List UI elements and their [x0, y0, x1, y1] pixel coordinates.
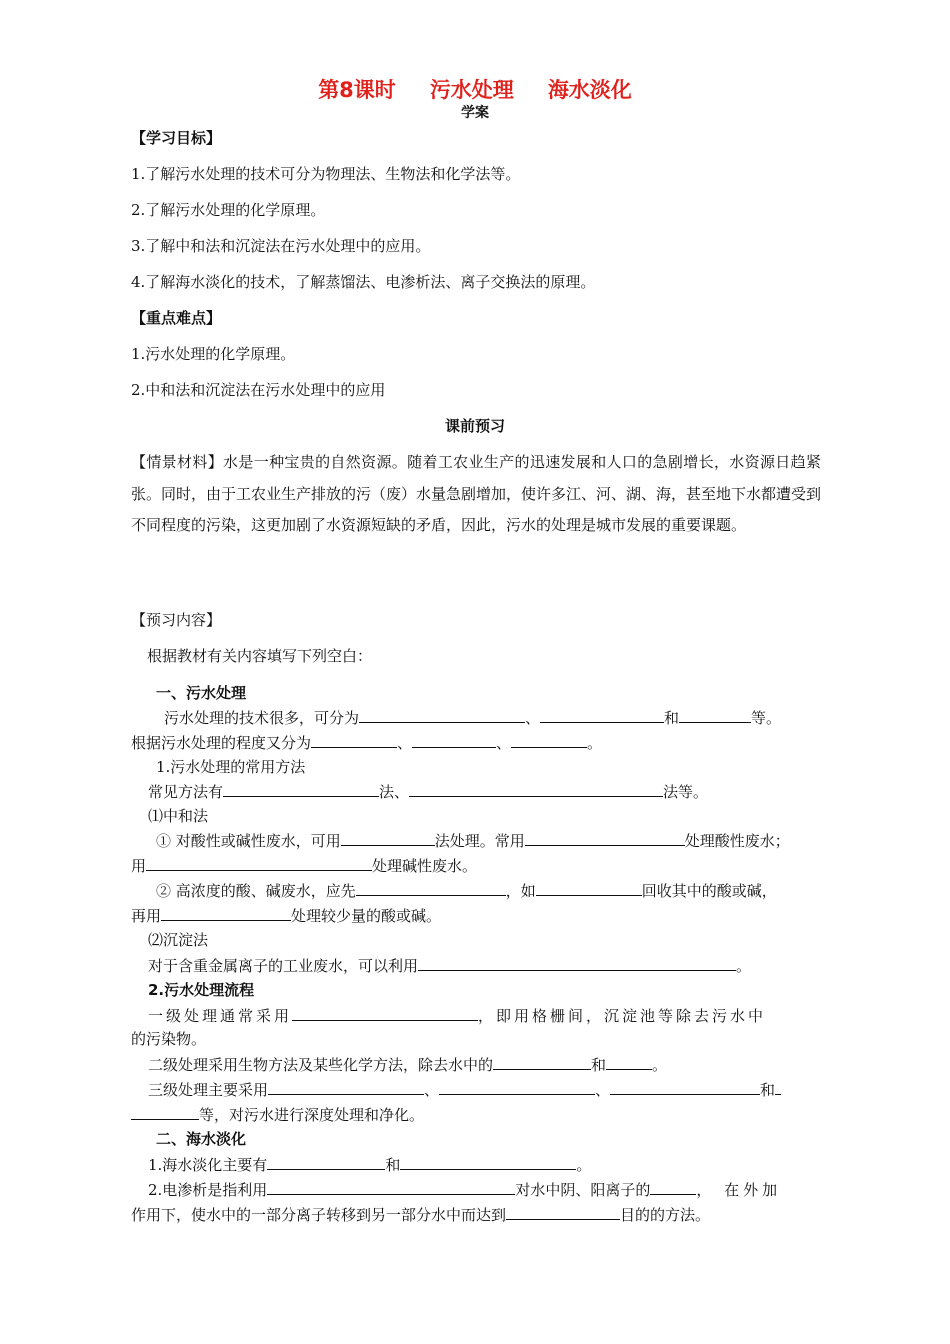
- blank-field[interactable]: [311, 732, 397, 748]
- objective-item: 4.了解海水淡化的技术，了解蒸馏法、电渗析法、离子交换法的原理。: [131, 273, 596, 291]
- blank-field[interactable]: [400, 1154, 576, 1170]
- blank-field[interactable]: [292, 1005, 478, 1021]
- blank-field[interactable]: [223, 781, 379, 797]
- blank-field[interactable]: [131, 1104, 199, 1120]
- blank-field[interactable]: [359, 707, 525, 723]
- blank-field[interactable]: [146, 855, 372, 871]
- fill-line: 1.海水淡化主要有 和 。: [148, 1156, 592, 1174]
- preview-heading: 课前预习: [444, 417, 505, 435]
- key-points-heading: 【重点难点】: [131, 309, 222, 327]
- lesson-number: 第8课时: [318, 78, 396, 102]
- key-point-item: 2.中和法和沉淀法在污水处理中的应用: [131, 381, 386, 399]
- fill-line: 等，对污水进行深度处理和净化。: [131, 1104, 821, 1125]
- fill-line: 常见方法有 法、 法等。: [148, 783, 709, 801]
- blank-field[interactable]: [412, 732, 496, 748]
- blank-field[interactable]: [506, 1204, 620, 1220]
- blank-field[interactable]: [493, 1054, 591, 1070]
- blank-field[interactable]: [267, 1179, 515, 1195]
- document-subtitle: 学案: [461, 105, 489, 121]
- blank-field[interactable]: [418, 955, 736, 971]
- fill-line: 一级处理通常采用 ，即用格栅间，沉淀池等除去污水中: [148, 1007, 767, 1025]
- subsection-heading: 1.污水处理的常用方法: [156, 758, 306, 776]
- blank-field[interactable]: [511, 732, 587, 748]
- blank-field[interactable]: [439, 1079, 595, 1095]
- fill-line: 作用下，使水中的一部分离子转移到另一部分水中而达到 目的的方法。: [131, 1206, 711, 1224]
- precipitation-heading: ⑵沉淀法: [148, 931, 209, 949]
- fill-line: 三级处理主要采用 、 、 和: [148, 1079, 838, 1100]
- blank-field[interactable]: [679, 707, 751, 723]
- fill-line: 污水处理的技术很多，可分为 、 和 等。: [164, 709, 782, 727]
- blank-field[interactable]: [536, 880, 642, 896]
- blank-field[interactable]: [341, 830, 435, 846]
- section1-heading: 一、污水处理: [156, 684, 247, 702]
- scenario-paragraph: 【情景材料】水是一种宝贵的自然资源。随着工农业生产的迅速发展和人口的急剧增长，水资源日趋紧张。同时，由于工农业生产排放的污（废）水量急剧增加，使许多江、河、湖、海，甚至地下水都遭受到不同程度的污染，这更加剧了水资源短缺的矛盾，因此，污水的处理是城市发展的重要课题。: [131, 453, 822, 534]
- topic-desalination: 海水淡化: [547, 78, 632, 102]
- fill-line: 再用 处理较少量的酸或碱。: [131, 907, 442, 925]
- objective-item: 2.了解污水处理的化学原理。: [131, 201, 326, 219]
- fill-line-continued: 的污染物。: [131, 1030, 207, 1048]
- key-point-item: 1.污水处理的化学原理。: [131, 345, 296, 363]
- blank-field[interactable]: [775, 1079, 781, 1095]
- fill-line: 二级处理采用生物方法及某些化学方法，除去水中的 和 。: [148, 1056, 668, 1074]
- blank-field[interactable]: [268, 1079, 424, 1095]
- fill-line: ① 对酸性或碱性废水，可用 法处理。常用 处理酸性废水；: [156, 832, 790, 850]
- fill-line: 对于含重金属离子的工业废水，可以利用 。: [148, 957, 752, 975]
- objectives-heading: 【学习目标】: [131, 129, 222, 147]
- blank-field[interactable]: [356, 880, 506, 896]
- blank-field[interactable]: [267, 1154, 385, 1170]
- content-heading: 【预习内容】: [131, 611, 222, 629]
- fill-line: ② 高浓度的酸、碱废水，应先 ，如 回收其中的酸或碱，: [156, 882, 777, 900]
- blank-field[interactable]: [610, 1079, 760, 1095]
- blank-field[interactable]: [409, 781, 663, 797]
- blank-field[interactable]: [540, 707, 664, 723]
- objective-item: 3.了解中和法和沉淀法在污水处理中的应用。: [131, 237, 431, 255]
- blank-field[interactable]: [161, 905, 291, 921]
- fill-line: 用 处理碱性废水。: [131, 857, 478, 875]
- fill-line: 2.电渗析是指利用 对水中阴、阳离子的 ， 在外加: [148, 1181, 782, 1199]
- instruction-text: 根据教材有关内容填写下列空白：: [147, 647, 373, 665]
- section2-heading: 二、海水淡化: [156, 1130, 247, 1148]
- neutralization-heading: ⑴中和法: [148, 807, 209, 825]
- subsection-heading: 2.污水处理流程: [148, 981, 255, 999]
- fill-line: 根据污水处理的程度又分为 、 、 。: [131, 734, 603, 752]
- blank-field[interactable]: [650, 1179, 696, 1195]
- blank-field[interactable]: [606, 1054, 652, 1070]
- objective-item: 1.了解污水处理的技术可分为物理法、生物法和化学法等。: [131, 165, 521, 183]
- document-title: [0, 76, 950, 104]
- topic-wastewater: 污水处理: [429, 78, 514, 102]
- blank-field[interactable]: [525, 830, 685, 846]
